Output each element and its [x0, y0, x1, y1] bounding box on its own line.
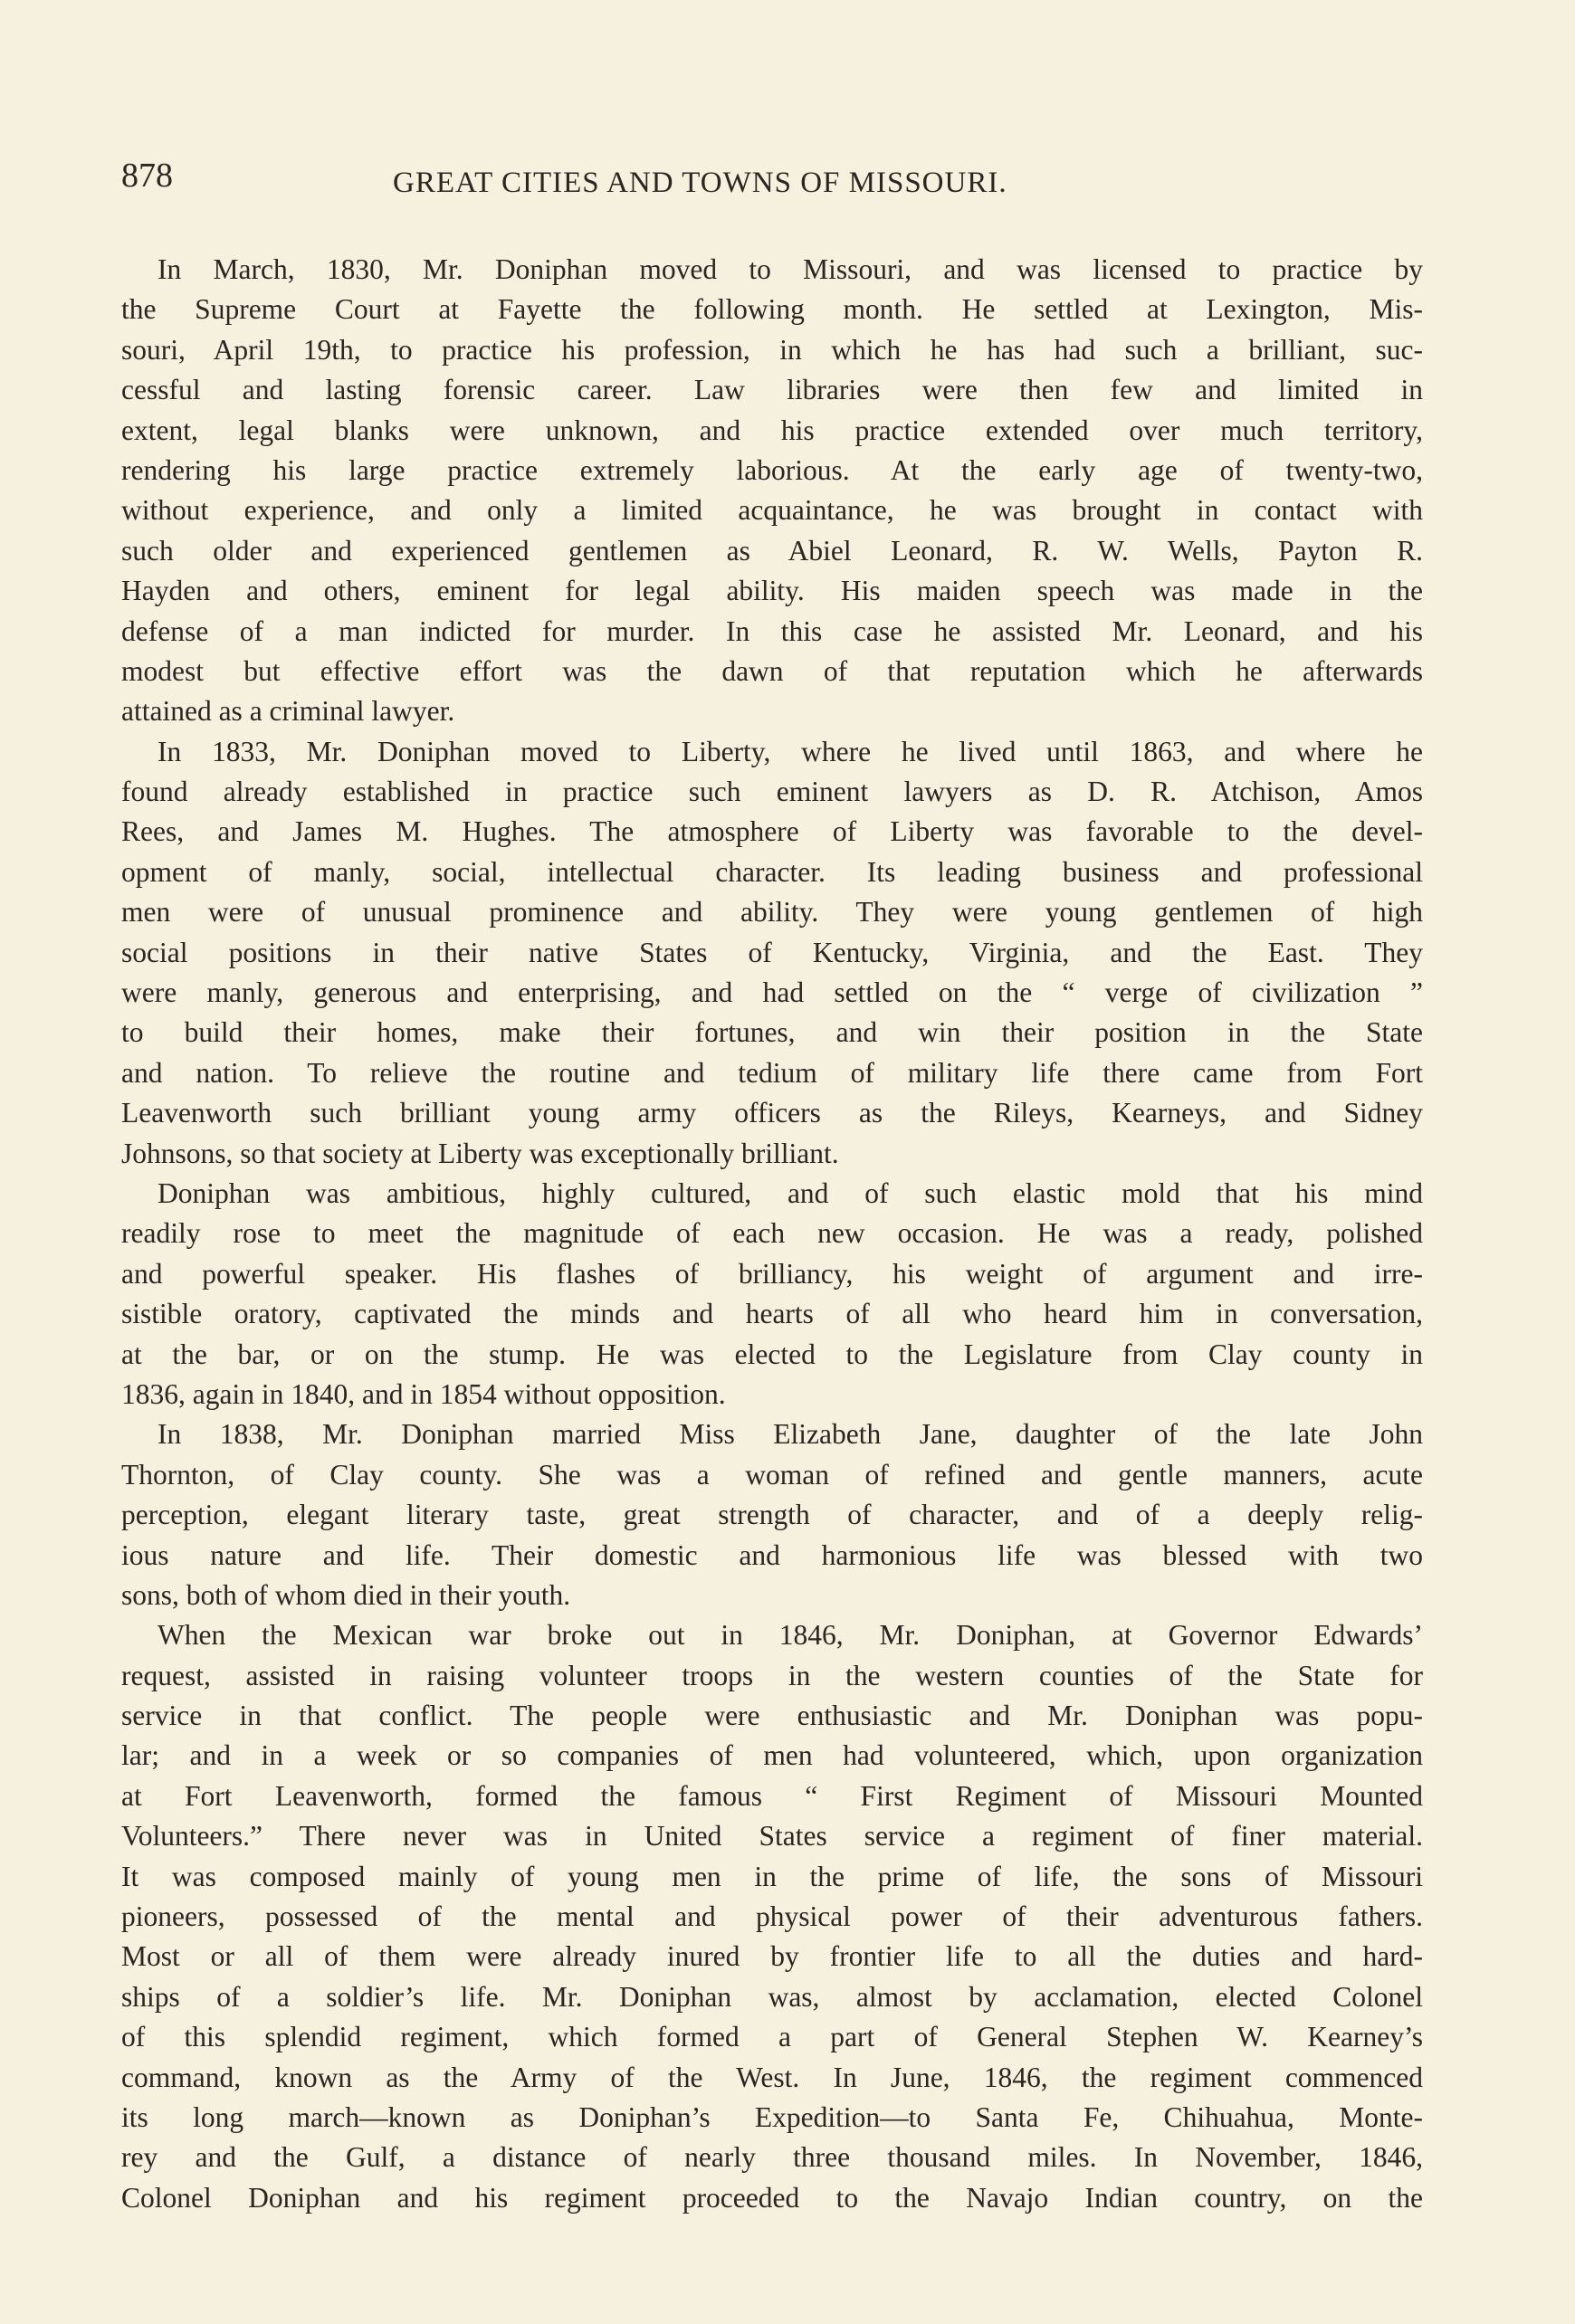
text-line: to build their homes, make their fortunes, and win their position in the State — [121, 1016, 1423, 1049]
text-line: sons, both of whom died in their youth. — [121, 1578, 571, 1611]
text-line: attained as a criminal lawyer. — [121, 695, 455, 728]
text-line: Doniphan was ambitious, highly cultured, and of such elastic mold that his mind — [158, 1176, 1423, 1209]
text-line: 1836, again in 1840, and in 1854 without opposition. — [121, 1377, 726, 1410]
text-line: without experience, and only a limited acquaintance, he was brought in contact with — [121, 494, 1423, 527]
paragraph — [121, 732, 1423, 1174]
text-line: Leavenworth such brilliant young army officers as the Rileys, Kearneys, and Sidney — [121, 1097, 1423, 1129]
page-header — [121, 156, 1425, 210]
text-line: at Fort Leavenworth, formed the famous “ First Regiment of Missouri Mounted — [121, 1779, 1423, 1812]
text-line: at the bar, or on the stump. He was elected to the Legislature from Clay county in — [121, 1338, 1423, 1370]
text-line: In 1833, Mr. Doniphan moved to Liberty, where he lived until 1863, and where he — [158, 735, 1423, 767]
text-line: readily rose to meet the magnitude of each new occasion. He was a ready, polished — [121, 1217, 1423, 1250]
text-line: found already established in practice such eminent lawyers as D. R. Atchison, Amos — [121, 776, 1423, 808]
page-number: 878 — [121, 157, 173, 195]
text-line: perception, elegant literary taste, great strength of character, and of a deeply relig- — [121, 1499, 1423, 1531]
text-line: lar; and in a week or so companies of men had volunteered, which, upon organization — [121, 1739, 1423, 1772]
text-line: opment of manly, social, intellectual character. Its leading business and professional — [121, 855, 1423, 888]
text-line: Most or all of them were already inured by frontier life to all the duties and hard- — [121, 1940, 1423, 1973]
text-line: It was composed mainly of young men in the prime of life, the sons of Missouri — [121, 1860, 1423, 1892]
text-line: Hayden and others, eminent for legal ability. His maiden speech was made in the — [121, 575, 1423, 607]
text-line: Volunteers.” There never was in United States service a regiment of finer material. — [121, 1820, 1423, 1853]
paragraph — [121, 1615, 1423, 2218]
text-line: were manly, generous and enterprising, and had settled on the “ verge of civilization ” — [121, 976, 1423, 1009]
paragraph — [121, 1414, 1423, 1615]
text-line: ships of a soldier’s life. Mr. Doniphan was, almost by acclamation, elected Colonel — [121, 1980, 1423, 2013]
text-line: men were of unusual prominence and ability. They were young gentlemen of high — [121, 896, 1423, 929]
text-line: cessful and lasting forensic career. Law libraries were then few and limited in — [121, 374, 1423, 406]
paragraph — [121, 1174, 1423, 1414]
text-line: ious nature and life. Their domestic and harmonious life was blessed with two — [121, 1538, 1423, 1571]
text-line: Thornton, of Clay county. She was a woman of refined and gentle manners, acute — [121, 1458, 1423, 1491]
text-line: Rees, and James M. Hughes. The atmosphere of Liberty was favorable to the devel- — [121, 815, 1423, 848]
text-line: social positions in their native States of Kentucky, Virginia, and the East. They — [121, 936, 1423, 968]
text-line: rendering his large practice extremely laborious. At the early age of twenty-two, — [121, 453, 1423, 486]
text-line: command, known as the Army of the West. In June, 1846, the regiment commenced — [121, 2061, 1423, 2093]
text-line: Colonel Doniphan and his regiment proceeded to the Navajo Indian country, on the — [121, 2181, 1423, 2214]
text-line: Johnsons, so that society at Liberty was exceptionally brilliant. — [121, 1137, 839, 1169]
paragraph — [121, 250, 1423, 732]
text-line: In 1838, Mr. Doniphan married Miss Elizabeth Jane, daughter of the late John — [158, 1418, 1423, 1451]
text-line: modest but effective effort was the dawn of that reputation which he afterwards — [121, 654, 1423, 687]
text-line: defense of a man indicted for murder. In this case he assisted Mr. Leonard, and his — [121, 614, 1423, 647]
text-line: request, assisted in raising volunteer troops in the western counties of the State for — [121, 1659, 1423, 1691]
text-line: When the Mexican war broke out in 1846, Mr. Doniphan, at Governor Edwards’ — [158, 1619, 1423, 1652]
page-body-text — [121, 250, 1423, 2218]
text-line: In March, 1830, Mr. Doniphan moved to Missouri, and was licensed to practice by — [158, 253, 1423, 285]
text-line: of this splendid regiment, which formed a part of General Stephen W. Kearney’s — [121, 2021, 1423, 2053]
text-line: souri, April 19th, to practice his profession, in which he has had such a brilliant, suc- — [121, 333, 1423, 366]
text-line: service in that conflict. The people were enthusiastic and Mr. Doniphan was popu- — [121, 1700, 1423, 1732]
text-line: pioneers, possessed of the mental and physical power of their adventurous fathers. — [121, 1900, 1423, 1933]
text-line: rey and the Gulf, a distance of nearly three thousand miles. In November, 1846, — [121, 2141, 1423, 2174]
text-line: extent, legal blanks were unknown, and his practice extended over much territory, — [121, 414, 1423, 446]
text-line: such older and experienced gentlemen as Abiel Leonard, R. W. Wells, Payton R. — [121, 534, 1423, 567]
text-line: the Supreme Court at Fayette the following month. He settled at Lexington, Mis- — [121, 293, 1423, 326]
running-title: GREAT CITIES AND TOWNS OF MISSOURI. — [393, 167, 1007, 199]
text-line: its long march—known as Doniphan’s Expedition—to Santa Fe, Chihuahua, Monte- — [121, 2100, 1423, 2133]
text-line: and nation. To relieve the routine and tedium of military life there came from Fort — [121, 1056, 1423, 1089]
text-line: and powerful speaker. His flashes of brilliancy, his weight of argument and irre- — [121, 1257, 1423, 1290]
text-line: sistible oratory, captivated the minds and hearts of all who heard him in conversation, — [121, 1298, 1423, 1330]
